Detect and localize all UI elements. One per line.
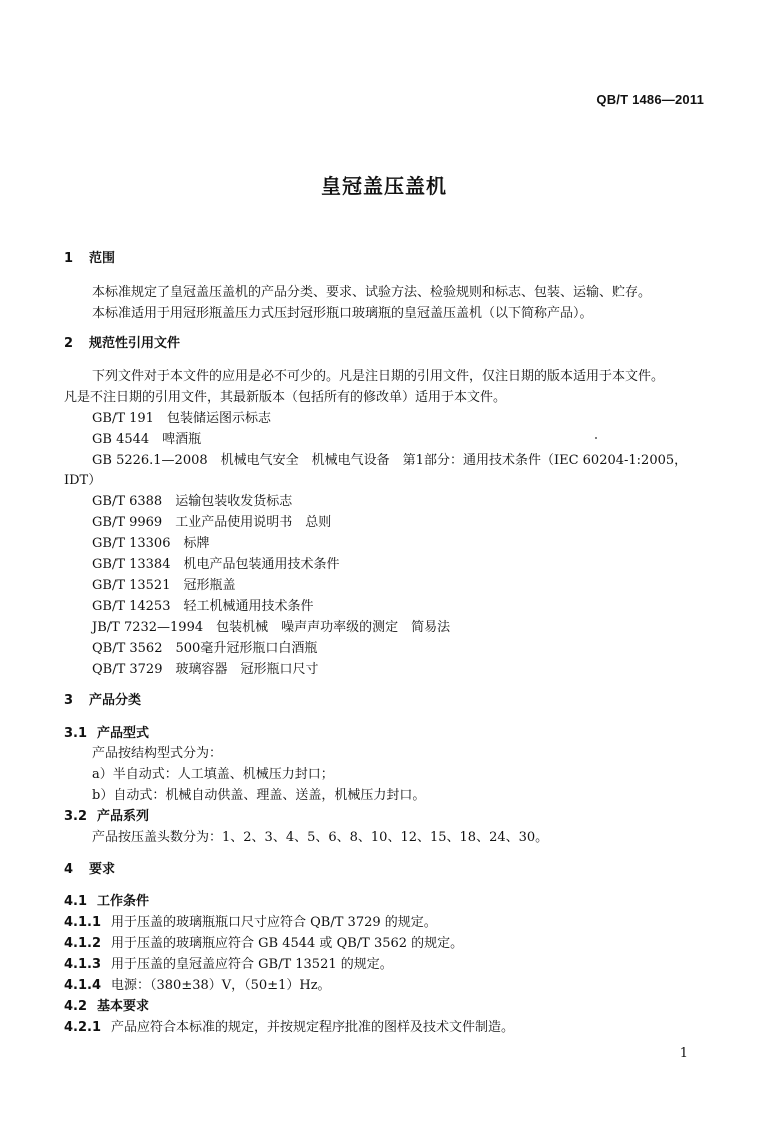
section-number: 1 <box>64 251 74 266</box>
reference-title: 工业产品使用说明书 总则 <box>175 515 332 530</box>
reference-item <box>92 431 201 449</box>
clause <box>64 956 393 974</box>
reference-code: GB/T 13306 <box>92 536 171 551</box>
document-title: 皇冠盖压盖机 <box>321 174 447 198</box>
subsection-title: 工作条件 <box>97 894 150 909</box>
clause-number: 4.1.1 <box>64 915 102 930</box>
section-1-heading <box>64 250 115 268</box>
clause <box>64 1019 514 1037</box>
reference-code: GB/T 9969 <box>92 515 163 530</box>
reference-item <box>92 514 331 532</box>
reference-title: 机电产品包装通用技术条件 <box>183 557 340 572</box>
clause-text: 用于压盖的玻璃瓶瓶口尺寸应符合 QB/T 3729 的规定。 <box>111 915 437 930</box>
list-item: a）半自动式：人工填盖、机械压力封口； <box>92 767 334 782</box>
clause-text: 用于压盖的皇冠盖应符合 GB/T 13521 的规定。 <box>111 957 393 972</box>
reference-code: QB/T 3562 <box>92 641 163 656</box>
reference-item <box>92 619 450 637</box>
clause-text: 电源：（380±38）V，（50±1）Hz。 <box>111 978 331 993</box>
paragraph: 凡是不注日期的引用文件，其最新版本（包括所有的修改单）适用于本文件。 <box>64 390 507 405</box>
paragraph: 本标准规定了皇冠盖压盖机的产品分类、要求、试验方法、检验规则和标志、包装、运输、贮存。 <box>92 285 652 300</box>
section-title: 要求 <box>89 862 116 877</box>
subsection-title: 产品型式 <box>97 726 150 741</box>
reference-title: 玻璃容器 冠形瓶口尺寸 <box>175 662 319 677</box>
reference-item <box>92 577 236 595</box>
section-2-heading <box>64 335 180 353</box>
paragraph: 下列文件对于本文件的应用是必不可少的。凡是注日期的引用文件，仅注日期的版本适用于本文件。 <box>92 369 665 384</box>
reference-title: 运输包装收发货标志 <box>175 494 293 509</box>
clause-text: 用于压盖的玻璃瓶应符合 GB 4544 或 QB/T 3562 的规定。 <box>111 936 464 951</box>
clause <box>64 935 463 953</box>
subsection-number: 4.2 <box>64 999 88 1014</box>
reference-item <box>92 452 687 470</box>
paragraph: 本标准适用于用冠形瓶盖压力式压封冠形瓶口玻璃瓶的皇冠盖压盖机（以下简称产品）。 <box>92 306 593 321</box>
reference-item <box>92 410 271 428</box>
section-title: 规范性引用文件 <box>89 336 181 351</box>
subsection-number: 4.1 <box>64 894 88 909</box>
paragraph: 产品按压盖头数分为：1、2、3、4、5、6、8、10、12、15、18、24、30。 <box>92 830 549 845</box>
reference-item <box>92 640 317 658</box>
clause-number: 4.1.3 <box>64 957 102 972</box>
reference-code: GB/T 13384 <box>92 557 171 572</box>
reference-code: JB/T 7232—1994 <box>92 620 204 635</box>
subsection-title: 产品系列 <box>97 809 150 824</box>
reference-title: 标牌 <box>183 536 210 551</box>
subsection-heading <box>64 893 149 911</box>
reference-code: GB/T 14253 <box>92 599 171 614</box>
reference-code: GB 4544 <box>92 432 150 447</box>
section-4-heading <box>64 861 115 879</box>
reference-title: 轻工机械通用技术条件 <box>183 599 314 614</box>
subsection-number: 3.2 <box>64 809 88 824</box>
reference-item <box>92 661 319 679</box>
clause <box>64 977 331 995</box>
clause-text: 产品应符合本标准的规定，并按规定程序批准的图样及技术文件制造。 <box>111 1020 515 1035</box>
reference-code: QB/T 3729 <box>92 662 163 677</box>
reference-item <box>92 598 314 616</box>
section-title: 范围 <box>89 251 116 266</box>
subsection-title: 基本要求 <box>97 999 150 1014</box>
clause-number: 4.2.1 <box>64 1020 102 1035</box>
section-number: 2 <box>64 336 74 351</box>
reference-item <box>92 556 340 574</box>
reference-title: 冠形瓶盖 <box>183 578 236 593</box>
reference-continuation: IDT） <box>64 473 102 488</box>
reference-code: GB 5226.1—2008 <box>92 453 208 468</box>
scan-speck <box>595 437 597 439</box>
clause-number: 4.1.4 <box>64 978 102 993</box>
reference-title: 机械电气安全 机械电气设备 第1部分：通用技术条件（IEC 60204-1:2005， <box>220 453 688 468</box>
section-number: 3 <box>64 693 74 708</box>
reference-code: GB/T 6388 <box>92 494 163 509</box>
reference-item <box>92 535 210 553</box>
list-item: b）自动式：机械自动供盖、理盖、送盖，机械压力封口。 <box>92 788 426 803</box>
reference-code: GB/T 191 <box>92 411 154 426</box>
reference-title: 包装储运图示标志 <box>166 411 271 426</box>
reference-title: 500毫升冠形瓶口白酒瓶 <box>175 641 318 656</box>
section-title: 产品分类 <box>89 693 142 708</box>
subsection-heading <box>64 808 149 826</box>
reference-code: GB/T 13521 <box>92 578 171 593</box>
reference-title: 包装机械 噪声声功率级的测定 简易法 <box>216 620 451 635</box>
reference-item <box>92 493 292 511</box>
subsection-heading <box>64 998 149 1016</box>
subsection-heading <box>64 725 149 743</box>
section-3-heading <box>64 692 141 710</box>
reference-title: 啤酒瓶 <box>162 432 202 447</box>
clause-number: 4.1.2 <box>64 936 102 951</box>
clause <box>64 914 437 932</box>
subsection-number: 3.1 <box>64 726 88 741</box>
standard-code: QB/T 1486—2011 <box>596 92 704 107</box>
section-number: 4 <box>64 862 74 877</box>
paragraph: 产品按结构型式分为： <box>92 746 223 761</box>
page-number: 1 <box>679 1046 688 1061</box>
